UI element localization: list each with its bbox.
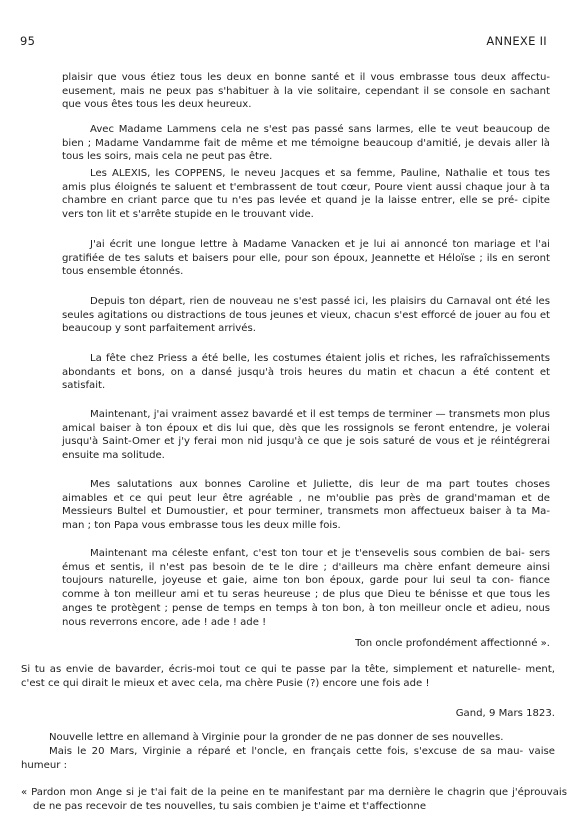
letter-paragraph-bavarde: Maintenant, j'ai vraiment assez bavardé et il est temps de terminer — transmets mon plus amical baiser à ton époux et dis lui que, dès que les rossignols se feront entendre, je volerai jusqu'à Saint-Omer et j'y ferai mon nid jusqu'à ce que je sois saturé de vous et je réintégrerai ensuite ma solitude. (62, 409, 550, 462)
running-head: ANNEXE II (486, 34, 547, 48)
narrative-paragraph-nouvelle: Nouvelle lettre en allemand à Virginie pour la gronder de ne pas donner de ses nouvelles. (49, 732, 504, 743)
letter-paragraph-salutations: Mes salutations aux bonnes Caroline et Juliette, dis leur de ma part toutes choses aimables et ce qui peut leur être agréable , ne m'oublie pas près de grand'maman et de Messieurs Bultel et Dumoustier, et pour terminer, transmets mon affectueux baiser à ta Ma- man ; ton Papa vous embrasse tous les deux mille fois. (62, 479, 550, 532)
dateline: Gand, 9 Mars 1823. (455, 708, 555, 719)
page-header (20, 34, 547, 48)
letter-signature: Ton oncle profondément affectionné ». (355, 638, 550, 649)
letter-paragraph-priess: La fête chez Priess a été belle, les costumes étaient jolis et riches, les rafraîchissements abondants et bons, on a dansé jusqu'à trois heures du matin et chacun a été content et satisfait. (62, 353, 550, 392)
letter-paragraph-continuation: plaisir que vous étiez tous les deux en bonne santé et il vous embrasse tous deux affectu- eusement, mais ne peux pas s'habituer à la vie solitaire, cependant il se console en sachant que vous êtes tous les deux heureux. (62, 72, 550, 111)
letter-paragraph-celeste: Maintenant ma céleste enfant, c'est ton tour et je t'ensevelis sous combien de bai- sers émus et sentis, il n'est pas besoin de te le dire ; d'ailleurs ma chère enfant demeure ainsi toujours naturelle, joyeuse et gaie, aime ton bon époux, garde pour lui seul ta con- fiance comme à ton meilleur ami et tu seras heureuse ; de plus que Dieu te bénisse et que tous les anges te protègent ; pense de temps en temps à ton bon, à ton meilleur oncle et adieu, nous nous reverrons encore, ade ! ade ! ade ! (62, 548, 550, 628)
quote-opening: « Pardon mon Ange si je t'ai fait de la peine en te manifestant par ma dernière le chagrin que j'éprouvais de ne pas recevoir de tes nouvelles, tu sais combien je t'aime et t'affectionne (21, 787, 567, 812)
letter-paragraph-carnaval: Depuis ton départ, rien de nouveau ne s'est passé ici, les plaisirs du Carnaval ont été les seules agitations ou distractions de tous jeunes et vieux, chacun s'est efforcé de jouer au fou et beaucoup y sont parfaitement arrivés. (62, 296, 550, 335)
postscript: Si tu as envie de bavarder, écris-moi tout ce qui te passe par la tête, simplement et naturelle- ment, c'est ce qui dirait le mieux et avec cela, ma chère Pusie (?) encore une fois ade ! (21, 664, 555, 689)
letter-paragraph-lammens: Avec Madame Lammens cela ne s'est pas passé sans larmes, elle te veut beaucoup de bien ; Madame Vandamme fait de même et me témoigne beaucoup d'amitié, je devais aller là tous les soirs, mais cela ne peut pas être. (62, 124, 550, 163)
letter-paragraph-vanacken: J'ai écrit une longue lettre à Madame Vanacken et je lui ai annoncé ton mariage et l'ai gratifiée de tes saluts et baisers pour elle, pour son époux, Jeannette et Héloïse ; ils en seront tous ensemble étonnés. (62, 239, 550, 278)
narrative-paragraph-mais: Mais le 20 Mars, Virginie a réparé et l'oncle, en français cette fois, s'excuse de sa mau- vaise humeur : (21, 746, 555, 771)
letter-paragraph-alexis: Les ALEXIS, les COPPENS, le neveu Jacques et sa femme, Pauline, Nathalie et tous tes amis plus éloignés te saluent et t'embrassent de tout cœur, Poure vient aussi chaque jour à ta chambre en criant parce que tu n'es pas levée et quand je la laisse entrer, elle se pré- cipite vers ton lit et s'arrête stupide en le trouvant vide. (62, 168, 550, 221)
page-number: 95 (20, 34, 36, 48)
